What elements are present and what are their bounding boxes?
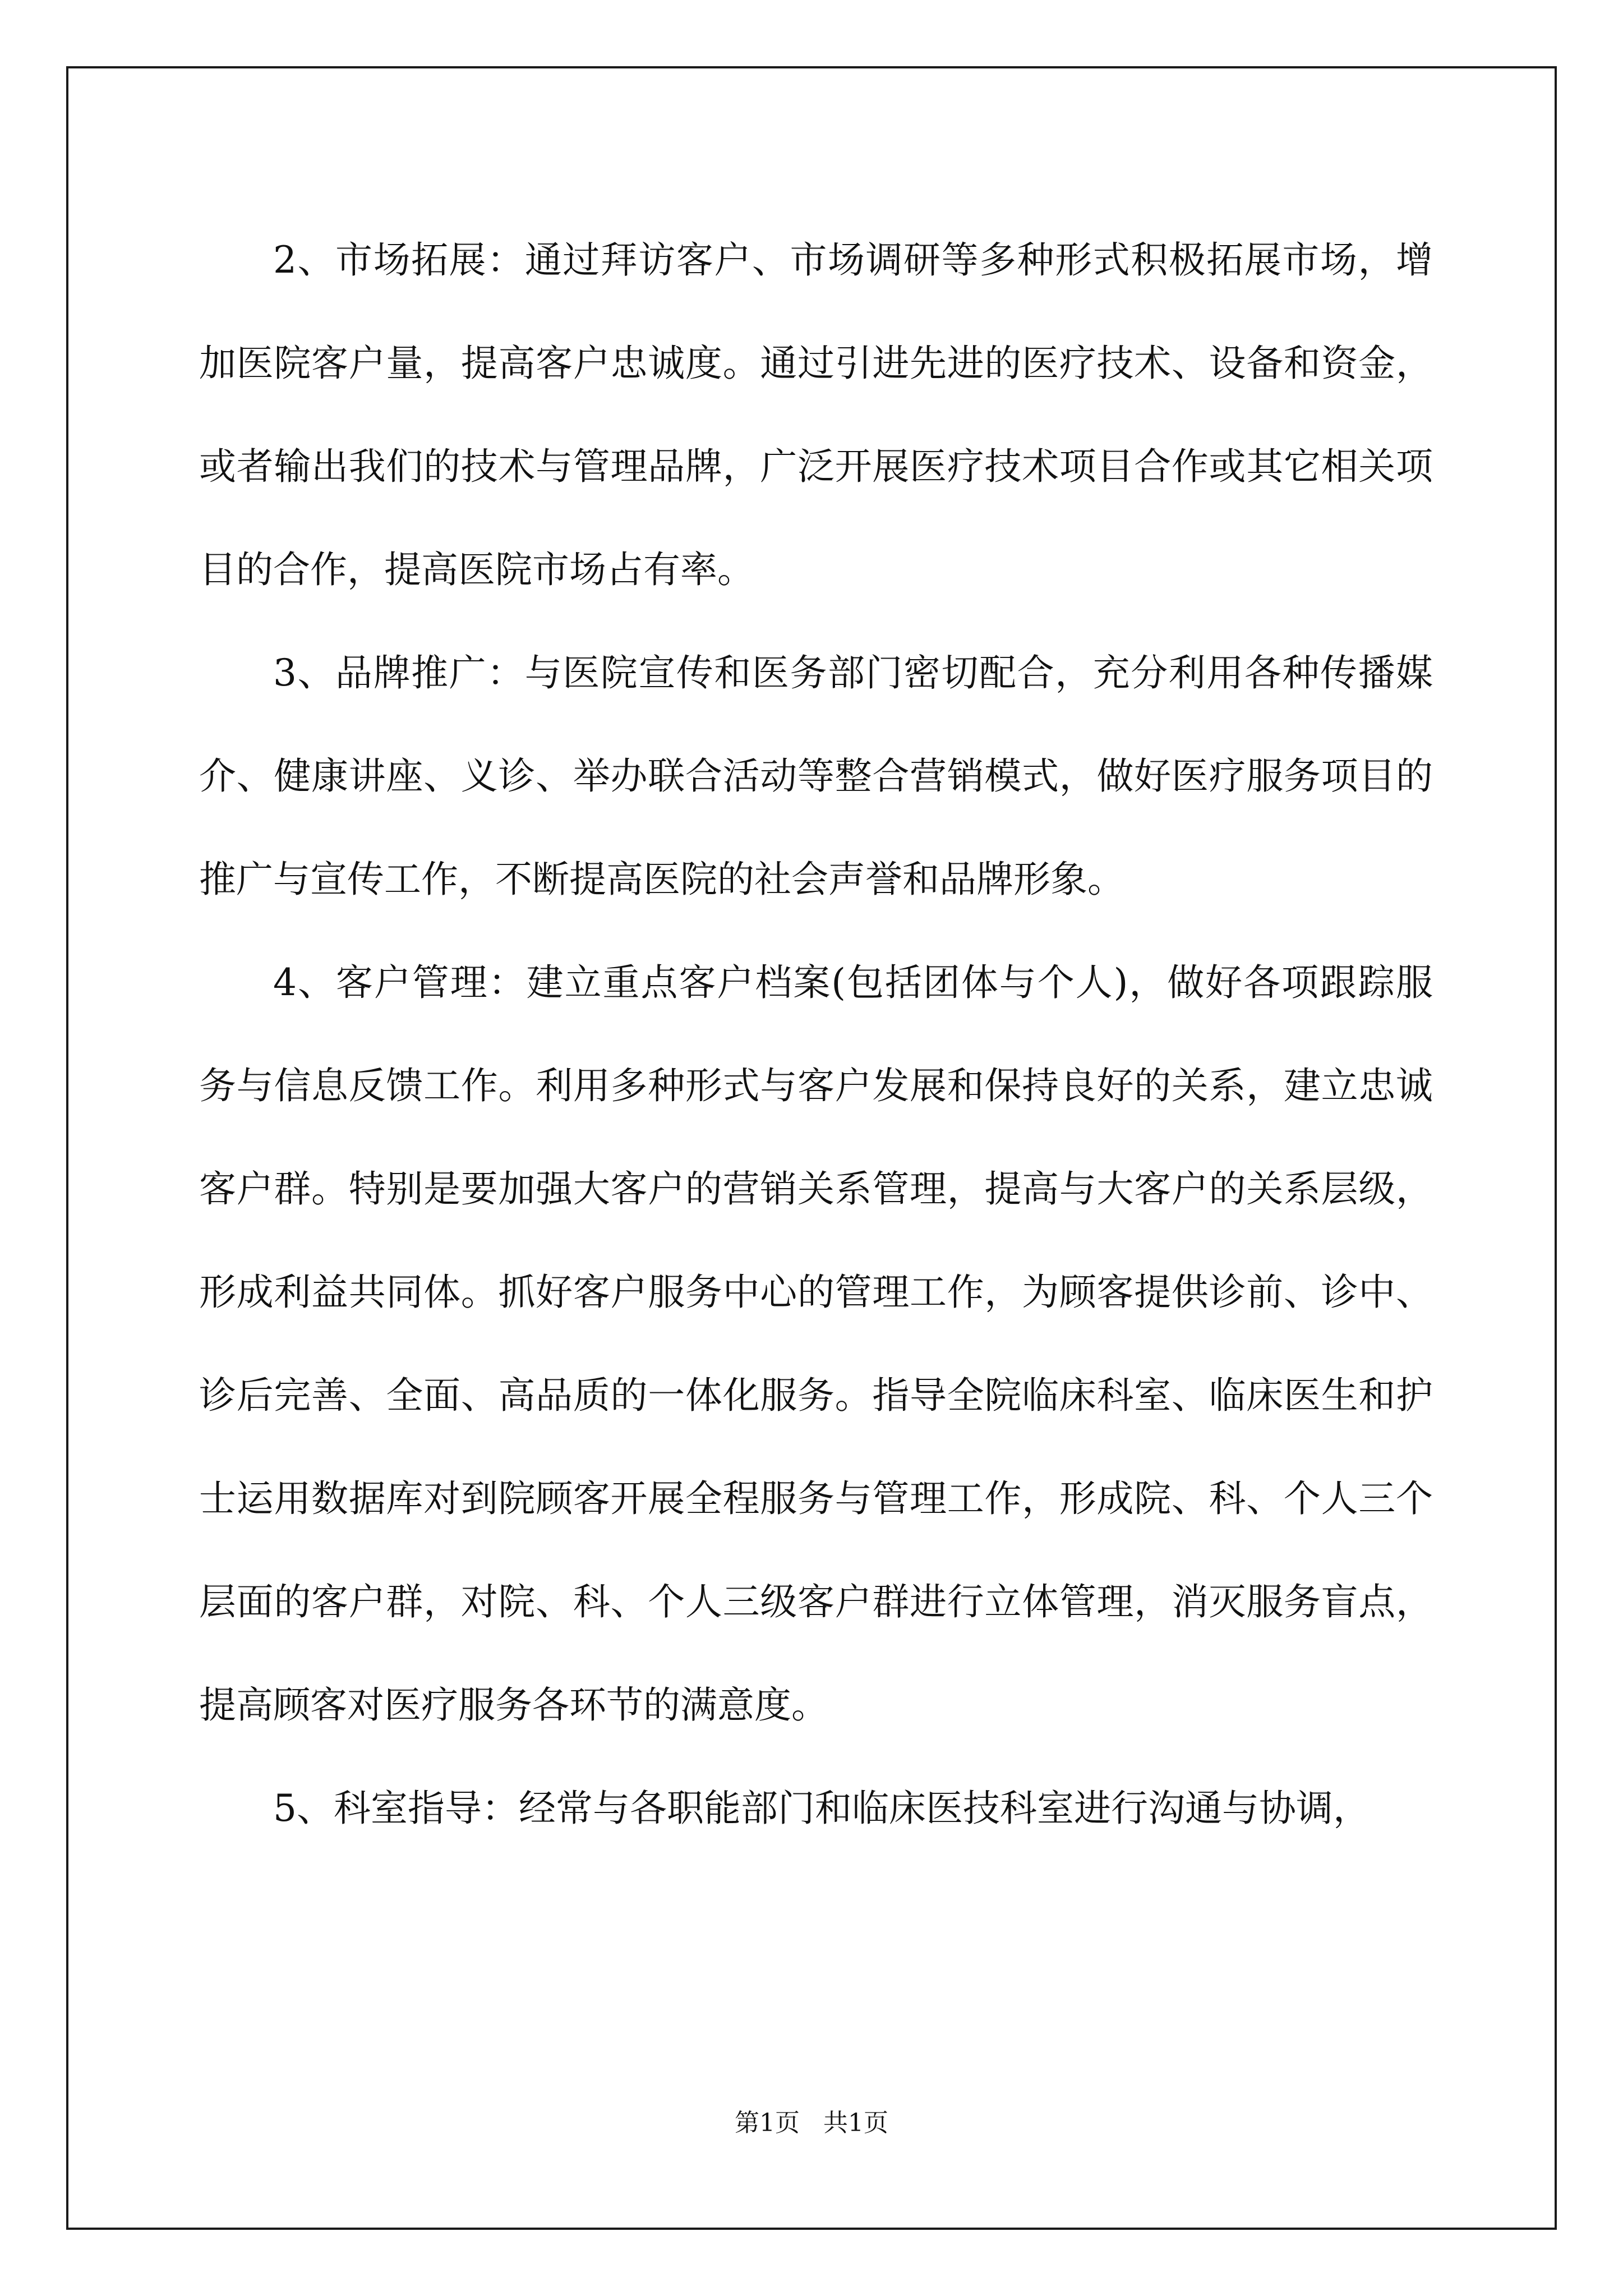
- page-total: 共1页: [823, 2109, 888, 2137]
- paragraph-department-guidance: 5、科室指导：经常与各职能部门和临床医技科室进行沟通与协调，: [273, 1787, 1370, 1830]
- document-body: [199, 209, 1433, 1860]
- page-number: 第1页: [735, 2109, 800, 2137]
- paragraph-customer-management: 4、客户管理：建立重点客户档案(包括团体与个人)，做好各项跟踪服务与信息反馈工作。利用多种形式与客户发展和保持良好的关系，建立忠诚客户群。特别是要加强大客户的营销关系管理，提高与大客户的关系层级，形成利益共同体。抓好客户服务中心的管理工作，为顾客提供诊前、诊中、诊后完善、全面、高品质的一体化服务。指导全院临床科室、临床医生和护士运用数据库对到院顾客开展全程服务与管理工作，形成院、科、个人三个层面的客户群，对院、科、个人三级客户群进行立体管理，消灭服务盲点，提高顾客对医疗服务各环节的满意度。: [199, 961, 1433, 1727]
- paragraph-market-expansion: 2、市场拓展：通过拜访客户、市场调研等多种形式积极拓展市场，增加医院客户量，提高客户忠诚度。通过引进先进的医疗技术、设备和资金，或者输出我们的技术与管理品牌，广泛开展医疗技术项目合作或其它相关项目的合作，提高医院市场占有率。: [199, 238, 1433, 591]
- page-footer: [0, 2102, 1623, 2138]
- paragraph-brand-promotion: 3、品牌推广：与医院宣传和医务部门密切配合，充分利用各种传播媒介、健康讲座、义诊、举办联合活动等整合营销模式，做好医疗服务项目的推广与宣传工作，不断提高医院的社会声誉和品牌形象。: [199, 651, 1433, 901]
